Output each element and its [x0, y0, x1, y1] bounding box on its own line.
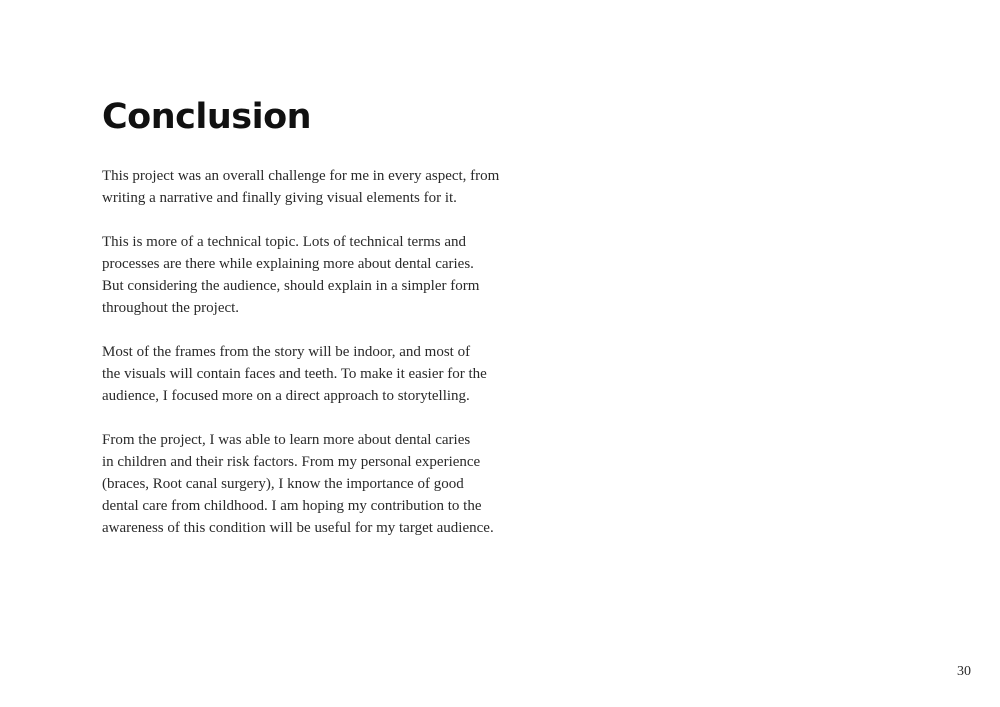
paragraph: [102, 341, 532, 407]
paragraph: [102, 231, 532, 319]
text-line: dental care from childhood. I am hoping my contribution to the: [102, 498, 482, 514]
page-title: Conclusion: [102, 97, 312, 137]
text-line: the visuals will contain faces and teeth. To make it easier for the: [102, 366, 487, 382]
text-line: From the project, I was able to learn more about dental caries: [102, 432, 471, 448]
text-line: Most of the frames from the story will be indoor, and most of: [102, 344, 471, 360]
text-line: awareness of this condition will be useful for my target audience.: [102, 520, 494, 536]
text-line: But considering the audience, should explain in a simpler form: [102, 278, 480, 294]
text-line: This is more of a technical topic. Lots of technical terms and: [102, 234, 467, 250]
text-line: processes are there while explaining more about dental caries.: [102, 256, 474, 272]
text-line: in children and their risk factors. From my personal experience: [102, 454, 481, 470]
text-line: throughout the project.: [102, 300, 240, 316]
text-line: This project was an overall challenge for me in every aspect, from: [102, 168, 500, 184]
body-text: [102, 165, 532, 561]
text-line: audience, I focused more on a direct approach to storytelling.: [102, 388, 470, 404]
page-number: 30: [957, 664, 971, 679]
paragraph: [102, 165, 532, 209]
paragraph: [102, 429, 532, 539]
text-line: (braces, Root canal surgery), I know the importance of good: [102, 476, 464, 492]
text-line: writing a narrative and finally giving visual elements for it.: [102, 190, 457, 206]
